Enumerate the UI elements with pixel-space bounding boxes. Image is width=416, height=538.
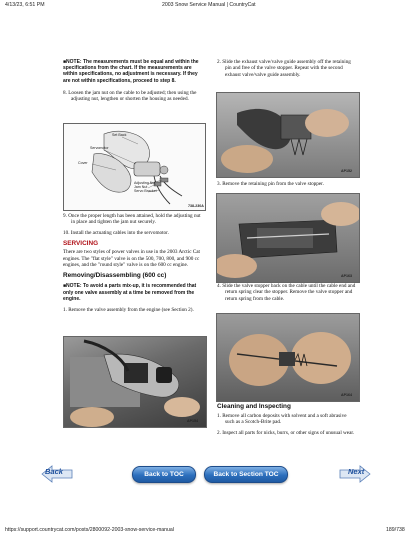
step-10: 10. Install the actuating cables into the servomotor. xyxy=(63,229,169,236)
valve-assembly-photo-code: AP154 xyxy=(187,419,198,423)
diagram-label-adjusting-nut: Adjusting Nut xyxy=(134,181,156,185)
diagram-label-cover: Cover xyxy=(78,161,88,165)
step-3-block xyxy=(217,181,357,187)
exhaust-valve-photo xyxy=(216,92,360,178)
diagram-drawing xyxy=(64,124,205,210)
back-to-toc-button[interactable]: Back to TOC xyxy=(132,466,196,483)
next-label: Next xyxy=(348,467,365,476)
left-column xyxy=(63,59,205,103)
retaining-pin-photo-code: AP163 xyxy=(341,274,352,278)
measurement-note: ■NOTE: The measurements must be equal and within the specifications from the chart. If the measurements are within specifications, no adjustment is necessary. If they are not within specifications, proceed to step 8. xyxy=(63,59,199,84)
retaining-pin-drawing xyxy=(217,194,359,282)
step-8: 8. Loosen the jam nut on the cable to be adjusted; then using the adjusting nut, lengthen or shorten the housing as needed. xyxy=(63,89,197,103)
exhaust-valve-drawing xyxy=(217,93,359,177)
right-column xyxy=(217,59,357,78)
diagram-label-set-back: Set Back xyxy=(112,133,127,137)
page-url[interactable]: https://support.countrycat.com/posts/2800092-2003-snow-service-manual xyxy=(5,527,174,533)
step-1: 1. Remove the valve assembly from the engine (see Section 2). xyxy=(63,307,194,314)
page-header-title: 2003 Snow Service Manual | CountryCat xyxy=(162,2,256,8)
valve-assembly-photo xyxy=(63,336,207,428)
cleaning-step-1: 1. Remove all carbon deposits with solvent and a soft abrasive such as a Scotch-Brite pad. xyxy=(217,413,347,426)
valve-assembly-drawing xyxy=(64,337,206,427)
diagram-figure-code: 738-230A xyxy=(188,204,204,208)
retaining-pin-photo xyxy=(216,193,360,283)
servicing-heading: SERVICING xyxy=(63,240,99,248)
servomotor-cable-diagram xyxy=(63,123,206,211)
left-column-lower xyxy=(63,213,205,313)
print-timestamp: 4/13/23, 6:51 PM xyxy=(5,2,45,8)
cleaning-step-2: 2. Inspect all parts for nicks, burrs, or other signs of unusual wear. xyxy=(217,429,355,436)
valve-stopper-drawing xyxy=(217,314,359,401)
valve-stopper-photo-code: AP164 xyxy=(341,393,352,397)
cleaning-section xyxy=(217,403,357,436)
servicing-text: There are two styles of power valves in use in the 2003 Arctic Cat engines. The "flat style" valve is on the 500, 700, 800, and 900 cc engines, and the "round style" valve is on the 600 cc engine. xyxy=(63,249,200,269)
diagram-label-servomotor: Servomotor xyxy=(90,146,109,150)
valve-stopper-photo xyxy=(216,313,360,402)
removing-heading: Removing/Disassembling (600 cc) xyxy=(63,272,167,280)
page-counter: 189/738 xyxy=(386,527,405,533)
step-2: 2. Slide the exhaust valve/valve guide assembly off the retaining pin and free of the valve stopper. Repeat with the second exhaust valve/valve guide assembly. xyxy=(217,59,351,78)
step-4: 4. Slide the valve stopper back on the cable until the cable end and return spring clear the stopper. Remove the valve stopper and return spring from the cable. xyxy=(217,283,356,302)
step-9: 9. Once the proper length has been attained, hold the adjusting nut in place and tighten the jam nut securely. xyxy=(63,213,201,226)
cleaning-heading: Cleaning and Inspecting xyxy=(217,403,291,410)
back-label: Back xyxy=(45,467,63,476)
diagram-label-jam-nut: Jam Nut xyxy=(134,185,148,189)
back-arrow-button[interactable] xyxy=(40,465,74,483)
next-arrow-button[interactable] xyxy=(338,465,372,483)
parts-mixup-note: ■NOTE: To avoid a parts mix-up, it is recommended that only one valve assembly at a time be removed from the engine. xyxy=(63,283,197,302)
step-4-block xyxy=(217,283,357,302)
diagram-label-servo-bracket: Servo Bracket xyxy=(134,189,157,193)
back-to-section-toc-button[interactable]: Back to Section TOC xyxy=(204,466,288,483)
step-3: 3. Remove the retaining pin from the valve stopper. xyxy=(217,181,324,187)
exhaust-valve-photo-code: AP152 xyxy=(341,169,352,173)
